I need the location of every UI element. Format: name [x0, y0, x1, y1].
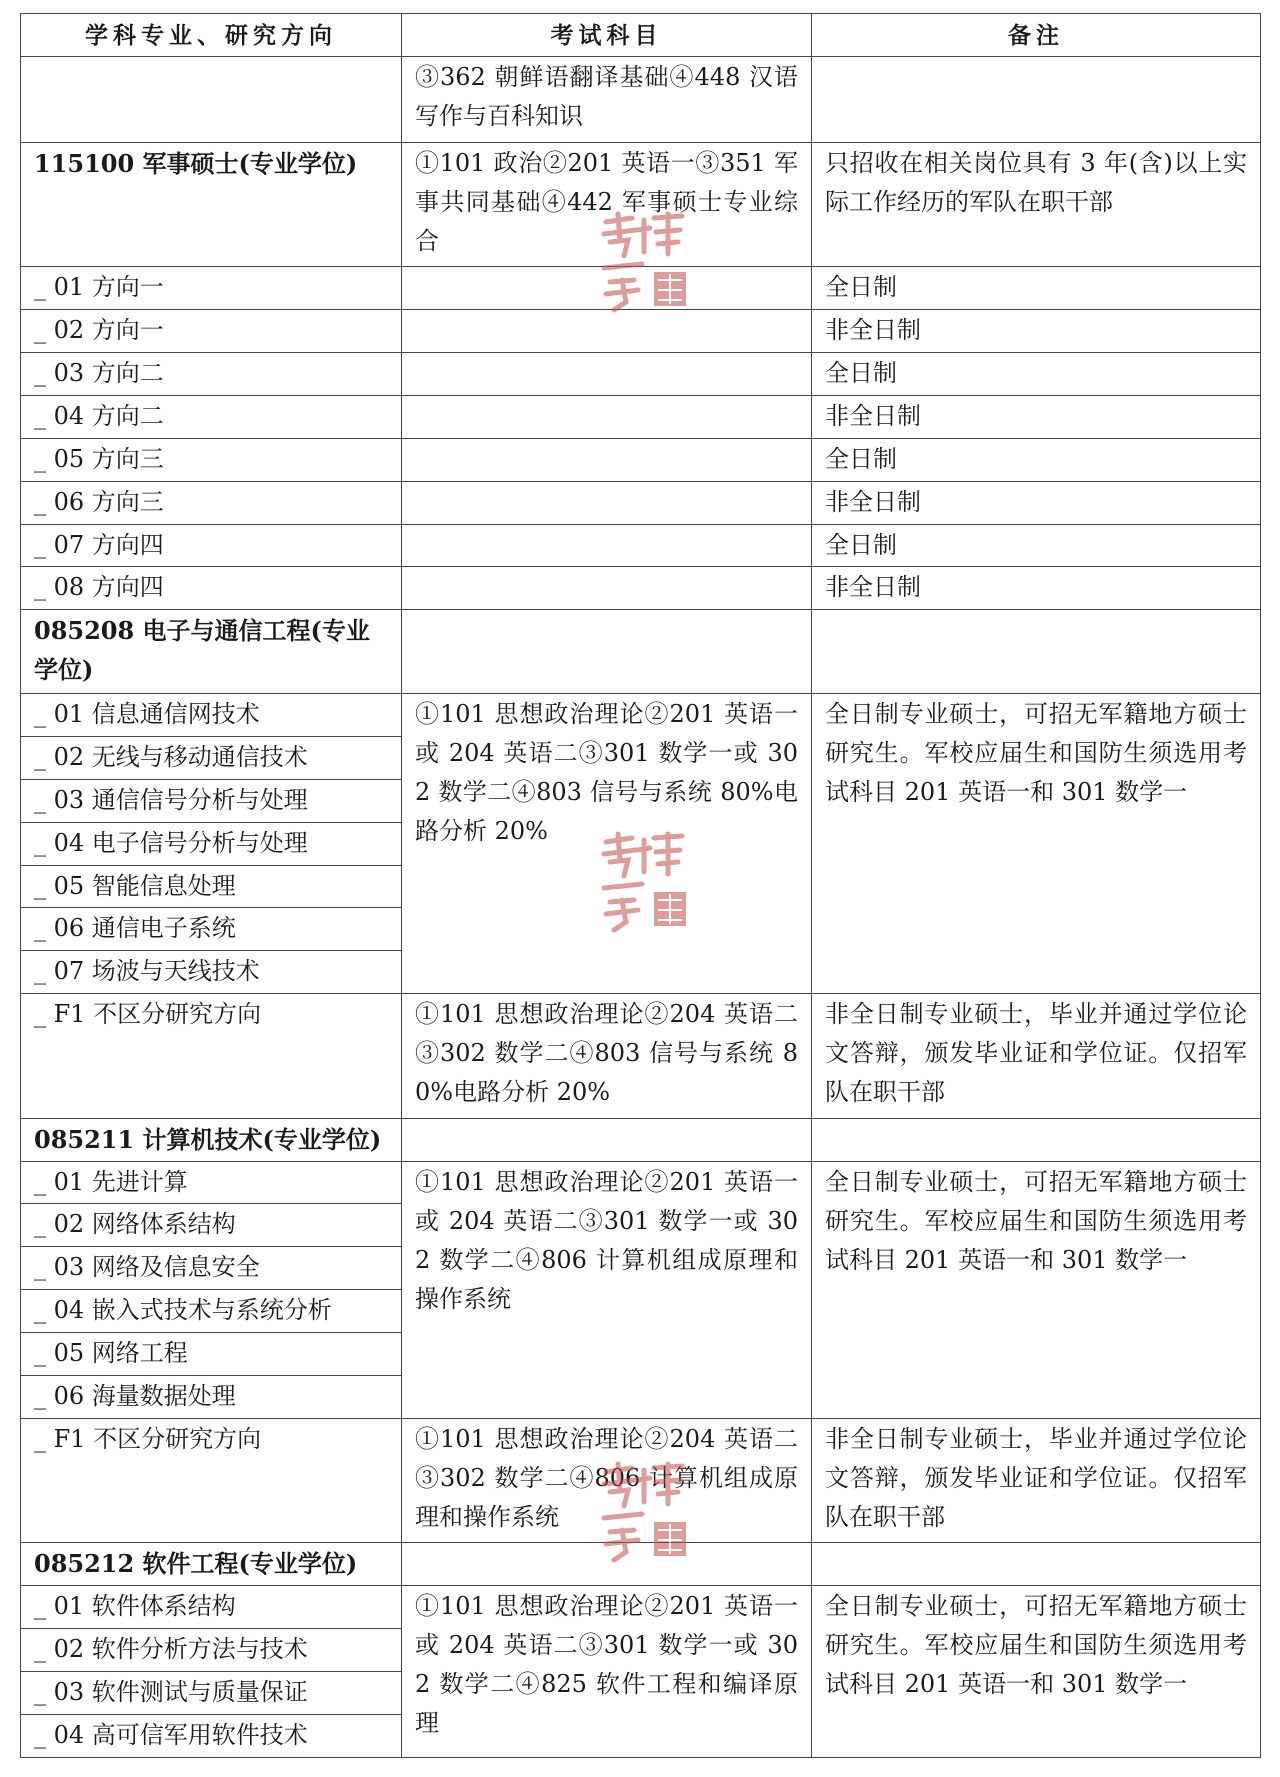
empty-cell	[402, 524, 812, 567]
program-title: 085208 电子与通信工程(专业学位)	[21, 610, 402, 694]
program-notes: 全日制专业硕士，可招无军籍地方硕士研究生。军校应届生和国防生须选用考试科目 201 英语一和 301 数学一	[812, 1586, 1261, 1758]
table-row	[21, 56, 1261, 142]
exam-subjects: ①101 思想政治理论②201 英语一或 204 英语二③301 数学一或 302 数学二④806 计算机组成原理和操作系统	[402, 1161, 812, 1418]
table-row	[21, 1543, 1261, 1586]
empty-cell	[812, 56, 1261, 142]
direction-cell: _ 04 方向二	[21, 395, 402, 438]
program-notes: 只招收在相关岗位具有 3 年(含)以上实际工作经历的军队在职干部	[812, 142, 1261, 266]
direction-cell: _ 05 方向三	[21, 438, 402, 481]
direction-cell: _ F1 不区分研究方向	[21, 1418, 402, 1542]
study-mode: 非全日制	[812, 310, 1261, 353]
empty-cell	[402, 352, 812, 395]
program-notes: 非全日制专业硕士，毕业并通过学位论文答辩，颁发毕业证和学位证。仅招军队在职干部	[812, 994, 1261, 1118]
header-major: 学科专业、研究方向	[21, 14, 402, 57]
empty-cell	[812, 1543, 1261, 1586]
empty-cell	[812, 610, 1261, 694]
direction-cell: _ 07 方向四	[21, 524, 402, 567]
direction-cell: _ 07 场波与天线技术	[21, 951, 402, 994]
table-row	[21, 142, 1261, 266]
direction-cell: _ 06 方向三	[21, 481, 402, 524]
direction-cell: _ 01 信息通信网技术	[21, 693, 402, 736]
study-mode: 全日制	[812, 524, 1261, 567]
direction-cell: _ 01 方向一	[21, 267, 402, 310]
program-title: 085211 计算机技术(专业学位)	[21, 1118, 402, 1161]
table-row	[21, 395, 1261, 438]
direction-cell: _ 02 软件分析方法与技术	[21, 1629, 402, 1672]
empty-cell	[402, 481, 812, 524]
table-row	[21, 1161, 1261, 1204]
study-mode: 全日制	[812, 267, 1261, 310]
direction-cell: _ 01 先进计算	[21, 1161, 402, 1204]
direction-cell: _ 05 网络工程	[21, 1333, 402, 1376]
direction-cell: _ 03 通信信号分析与处理	[21, 779, 402, 822]
admissions-table	[20, 13, 1261, 1758]
empty-cell	[21, 56, 402, 142]
exam-subjects: ①101 政治②201 英语一③351 军事共同基础④442 军事硕士专业综合	[402, 142, 812, 266]
empty-cell	[402, 1543, 812, 1586]
exam-subjects: ①101 思想政治理论②204 英语二③302 数学二④803 信号与系统 80%电路分析 20%	[402, 994, 812, 1118]
table-row	[21, 352, 1261, 395]
direction-cell: _ F1 不区分研究方向	[21, 994, 402, 1118]
direction-cell: _ 02 网络体系结构	[21, 1204, 402, 1247]
empty-cell	[402, 567, 812, 610]
table-row	[21, 1586, 1261, 1629]
direction-cell: _ 02 方向一	[21, 310, 402, 353]
empty-cell	[402, 1118, 812, 1161]
direction-cell: _ 01 软件体系结构	[21, 1586, 402, 1629]
header-row	[21, 14, 1261, 57]
continued-subjects: ③362 朝鲜语翻译基础④448 汉语写作与百科知识	[402, 56, 812, 142]
program-notes: 非全日制专业硕士，毕业并通过学位论文答辩，颁发毕业证和学位证。仅招军队在职干部	[812, 1418, 1261, 1542]
program-notes: 全日制专业硕士，可招无军籍地方硕士研究生。军校应届生和国防生须选用考试科目 201 英语一和 301 数学一	[812, 1161, 1261, 1418]
direction-cell: _ 06 通信电子系统	[21, 908, 402, 951]
program-title: 115100 军事硕士(专业学位)	[21, 142, 402, 266]
empty-cell	[402, 610, 812, 694]
exam-subjects: ①101 思想政治理论②201 英语一或 204 英语二③301 数学一或 302 数学二④803 信号与系统 80%电路分析 20%	[402, 693, 812, 993]
study-mode: 非全日制	[812, 481, 1261, 524]
empty-cell	[402, 438, 812, 481]
direction-cell: _ 04 高可信军用软件技术	[21, 1714, 402, 1757]
header-subjects: 考试科目	[402, 14, 812, 57]
empty-cell	[402, 267, 812, 310]
empty-cell	[812, 1118, 1261, 1161]
study-mode: 全日制	[812, 438, 1261, 481]
study-mode: 全日制	[812, 352, 1261, 395]
direction-cell: _ 04 电子信号分析与处理	[21, 822, 402, 865]
direction-cell: _ 06 海量数据处理	[21, 1376, 402, 1419]
program-title: 085212 软件工程(专业学位)	[21, 1543, 402, 1586]
table-row	[21, 1118, 1261, 1161]
study-mode: 非全日制	[812, 395, 1261, 438]
table-row	[21, 310, 1261, 353]
direction-cell: _ 03 网络及信息安全	[21, 1247, 402, 1290]
exam-subjects: ①101 思想政治理论②204 英语二③302 数学二④806 计算机组成原理和操作系统	[402, 1418, 812, 1542]
direction-cell: _ 03 方向二	[21, 352, 402, 395]
table-row	[21, 1418, 1261, 1542]
empty-cell	[402, 395, 812, 438]
header-notes: 备注	[812, 14, 1261, 57]
table-row	[21, 524, 1261, 567]
table-row	[21, 567, 1261, 610]
direction-cell: _ 03 软件测试与质量保证	[21, 1672, 402, 1715]
table-row	[21, 438, 1261, 481]
table-row	[21, 267, 1261, 310]
table-row	[21, 994, 1261, 1118]
study-mode: 非全日制	[812, 567, 1261, 610]
exam-subjects: ①101 思想政治理论②201 英语一或 204 英语二③301 数学一或 302 数学二④825 软件工程和编译原理	[402, 1586, 812, 1758]
table-row	[21, 481, 1261, 524]
direction-cell: _ 02 无线与移动通信技术	[21, 736, 402, 779]
program-notes: 全日制专业硕士，可招无军籍地方硕士研究生。军校应届生和国防生须选用考试科目 201 英语一和 301 数学一	[812, 693, 1261, 993]
direction-cell: _ 05 智能信息处理	[21, 865, 402, 908]
table-row	[21, 693, 1261, 736]
direction-cell: _ 04 嵌入式技术与系统分析	[21, 1290, 402, 1333]
empty-cell	[402, 310, 812, 353]
table-row	[21, 610, 1261, 694]
direction-cell: _ 08 方向四	[21, 567, 402, 610]
